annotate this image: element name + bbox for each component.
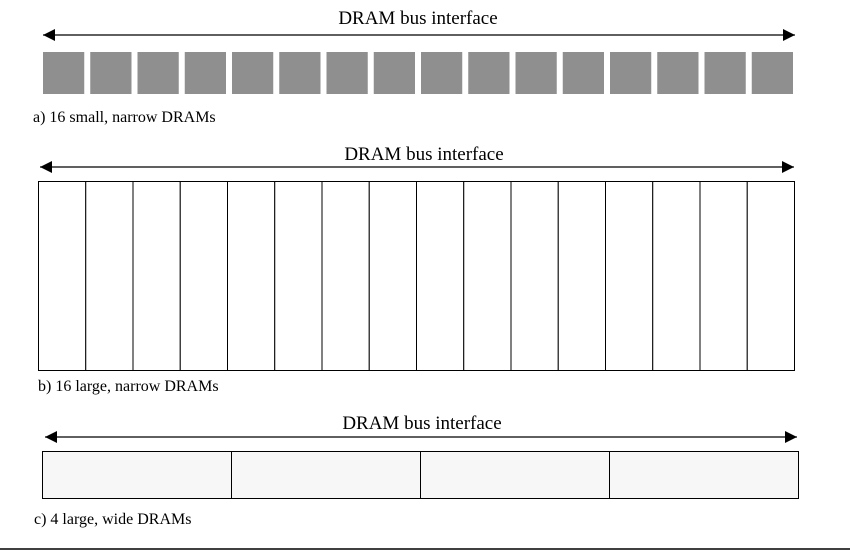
small-narrow-dram-chip-12 bbox=[563, 52, 604, 94]
small-narrow-dram-chip-8 bbox=[374, 52, 415, 94]
small-narrow-dram-chip-11 bbox=[516, 52, 557, 94]
small-narrow-dram-chip-13 bbox=[610, 52, 651, 94]
large-narrow-dram-chip-3 bbox=[133, 182, 180, 371]
large-wide-dram-chip-3 bbox=[421, 452, 610, 499]
small-narrow-dram-chip-3 bbox=[138, 52, 179, 94]
small-narrow-dram-chip-1 bbox=[43, 52, 84, 94]
large-narrow-dram-chip-6 bbox=[275, 182, 322, 371]
small-narrow-dram-chip-14 bbox=[657, 52, 698, 94]
large-narrow-dram-chip-13 bbox=[606, 182, 653, 371]
large-narrow-dram-chip-8 bbox=[369, 182, 416, 371]
small-narrow-dram-chip-16 bbox=[752, 52, 793, 94]
panel-a-chip-row bbox=[43, 52, 793, 94]
panel-c bbox=[34, 413, 799, 528]
large-narrow-dram-chip-7 bbox=[322, 182, 369, 371]
large-narrow-dram-chip-5 bbox=[228, 182, 275, 371]
small-narrow-dram-chip-10 bbox=[468, 52, 509, 94]
large-wide-dram-chip-4 bbox=[610, 452, 799, 499]
panel-a bbox=[33, 8, 795, 126]
small-narrow-dram-chip-6 bbox=[279, 52, 320, 94]
panel-c-chip-row bbox=[43, 452, 799, 499]
large-narrow-dram-chip-11 bbox=[511, 182, 558, 371]
panel-c-caption: c) 4 large, wide DRAMs bbox=[34, 511, 192, 528]
large-narrow-dram-chip-9 bbox=[417, 182, 464, 371]
small-narrow-dram-chip-7 bbox=[327, 52, 368, 94]
small-narrow-dram-chip-15 bbox=[705, 52, 746, 94]
panel-a-caption: a) 16 small, narrow DRAMs bbox=[33, 109, 216, 126]
small-narrow-dram-chip-5 bbox=[232, 52, 273, 94]
large-narrow-dram-chip-12 bbox=[558, 182, 605, 371]
panel-b-chip-row bbox=[39, 182, 795, 371]
large-narrow-dram-chip-1 bbox=[39, 182, 86, 371]
large-narrow-dram-chip-4 bbox=[180, 182, 227, 371]
panel-b-bus-label: DRAM bus interface bbox=[344, 144, 504, 165]
panel-c-bus-label: DRAM bus interface bbox=[342, 413, 502, 434]
large-wide-dram-chip-2 bbox=[232, 452, 421, 499]
panel-a-bus-label: DRAM bus interface bbox=[338, 8, 498, 29]
large-narrow-dram-chip-16 bbox=[747, 182, 794, 371]
large-narrow-dram-chip-15 bbox=[700, 182, 747, 371]
large-wide-dram-chip-1 bbox=[43, 452, 232, 499]
large-narrow-dram-chip-10 bbox=[464, 182, 511, 371]
panel-b bbox=[38, 144, 795, 395]
small-narrow-dram-chip-9 bbox=[421, 52, 462, 94]
small-narrow-dram-chip-4 bbox=[185, 52, 226, 94]
large-narrow-dram-chip-14 bbox=[653, 182, 700, 371]
small-narrow-dram-chip-2 bbox=[90, 52, 131, 94]
large-narrow-dram-chip-2 bbox=[86, 182, 133, 371]
panel-b-caption: b) 16 large, narrow DRAMs bbox=[38, 378, 219, 395]
